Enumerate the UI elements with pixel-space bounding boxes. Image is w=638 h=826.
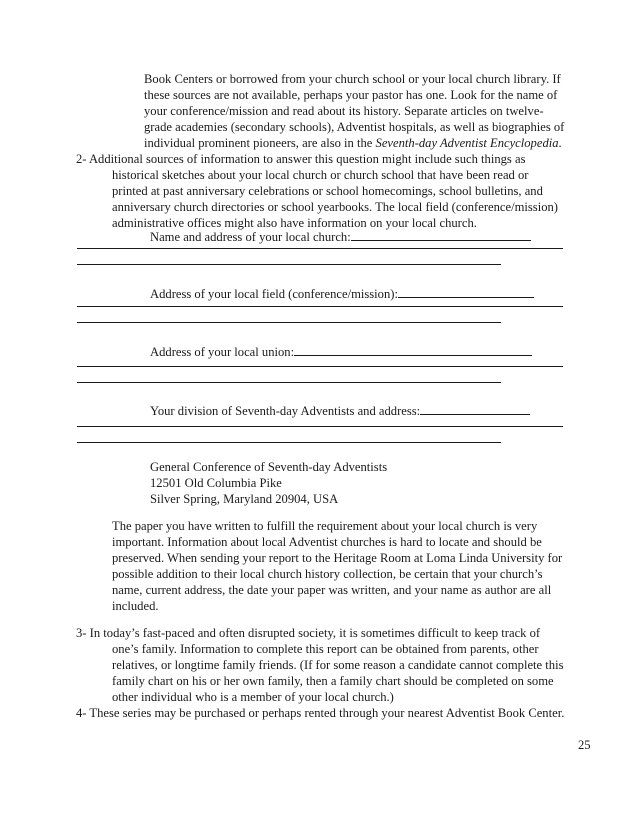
item4-line-1: 4- These series may be purchased or perhaps rented through your nearest Adventist Book Center.	[76, 706, 565, 720]
local-church-label: Name and address of your local church:	[150, 228, 531, 246]
local-field-line-2[interactable]	[77, 322, 501, 323]
local-union-line-2[interactable]	[77, 382, 501, 383]
paper-note-line-3: preserved. When sending your report to the Heritage Room at Loma Linda University for	[112, 551, 563, 565]
paper-note-line-2: important. Information about local Adventist churches is hard to locate and should be	[112, 535, 542, 549]
item1-line-1: Book Centers or borrowed from your church school or your local church library. If	[144, 72, 561, 86]
item2-line-2: historical sketches about your local church or church school that have been read or	[112, 168, 529, 182]
paper-note-line-6: included.	[112, 599, 159, 613]
division-line-2[interactable]	[77, 442, 501, 443]
item2-line-5: administrative offices might also have information on your local church.	[112, 216, 477, 230]
item3-line-4: family chart on his or her own family, then a family chart should be completed on some	[112, 674, 554, 688]
division-label: Your division of Seventh-day Adventists and address:	[150, 402, 530, 420]
item2-line-4: anniversary church directories or school yearbooks. The local field (conference/mission)	[112, 200, 558, 214]
item3-line-5: other individual who is a member of your local church.)	[112, 690, 394, 704]
local-church-line-2[interactable]	[77, 264, 501, 265]
local-field-label: Address of your local field (conference/mission):	[150, 285, 534, 303]
item2-line-3: printed at past anniversary celebrations or school homecomings, school bulletins, and	[112, 184, 543, 198]
local-field-line-1[interactable]	[77, 306, 563, 307]
item2-line-1: 2- Additional sources of information to answer this question might include such things as	[76, 152, 526, 166]
item1-line-4: grade academies (secondary schools), Adventist hospitals, as well as biographies of	[144, 120, 565, 134]
local-church-blank[interactable]	[351, 228, 531, 241]
paper-note-line-4: possible addition to their local church history collection, be certain that your church’s	[112, 567, 543, 581]
local-field-blank[interactable]	[398, 285, 534, 298]
item1-line-2: these sources are not available, perhaps your pastor has one. Look for the name of	[144, 88, 558, 102]
gc-address-line-2: 12501 Old Columbia Pike	[150, 476, 282, 490]
division-line-1[interactable]	[77, 426, 563, 427]
item3-line-2: one’s family. Information to complete this report can be obtained from parents, other	[112, 642, 539, 656]
paper-note-line-1: The paper you have written to fulfill the requirement about your local church is very	[112, 519, 538, 533]
item1-line-5-prefix: individual prominent pioneers, are also in the	[144, 136, 376, 150]
encyclopedia-title: Seventh-day Adventist Encyclopedia	[375, 136, 559, 150]
gc-address-line-3: Silver Spring, Maryland 20904, USA	[150, 492, 339, 506]
gc-address-line-1: General Conference of Seventh-day Adventists	[150, 460, 388, 474]
local-union-blank[interactable]	[294, 343, 532, 356]
item1-line-5-suffix: .	[558, 136, 562, 150]
item1-line-5	[144, 136, 562, 152]
paper-note-line-5: name, current address, the date your paper was written, and your name as author are all	[112, 583, 552, 597]
item3-line-1: 3- In today’s fast-paced and often disrupted society, it is sometimes difficult to keep track of	[76, 626, 541, 640]
local-church-line-1[interactable]	[77, 248, 563, 249]
local-union-line-1[interactable]	[77, 366, 563, 367]
item3-line-3: relatives, or longtime family friends. (If for some reason a candidate cannot complete this	[112, 658, 564, 672]
page-number: 25	[578, 738, 591, 752]
division-blank[interactable]	[420, 402, 530, 415]
item1-line-3: your conference/mission and read about its history. Separate articles on twelve-	[144, 104, 544, 118]
local-union-label: Address of your local union:	[150, 343, 532, 361]
